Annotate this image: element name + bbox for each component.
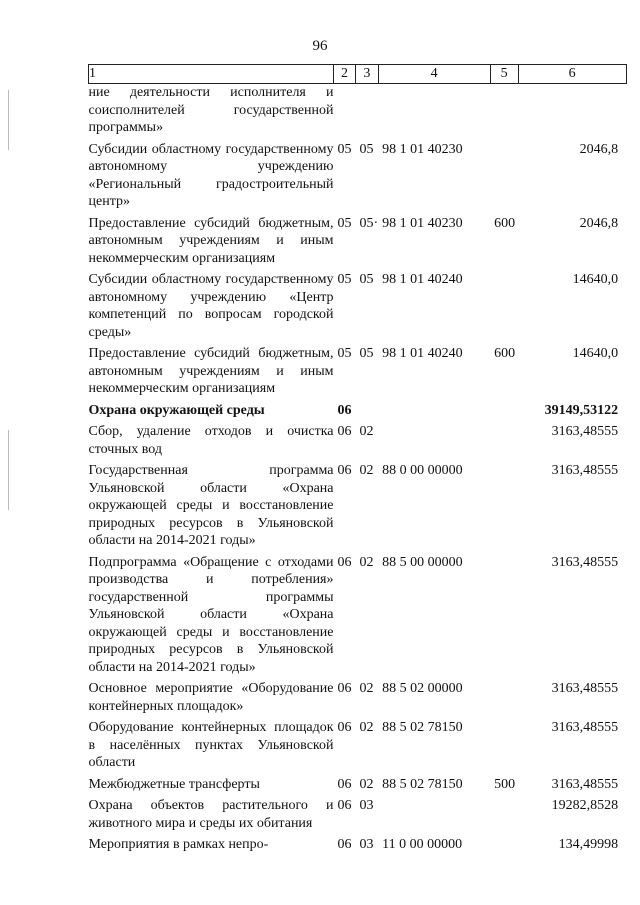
table-row: [89, 419, 627, 458]
table-row: [89, 832, 627, 854]
row-section: 06: [337, 424, 352, 439]
row-amount: 3163,48555: [551, 554, 619, 570]
table-row: [89, 267, 627, 341]
row-name: Сбор, удаление отходов и очистка сточных вод: [88, 424, 334, 457]
row-subsection: 05: [359, 141, 374, 157]
row-amount: 3163,48555: [551, 424, 619, 439]
row-name: Основное мероприятие «Оборудование контейнерных площадок»: [88, 681, 334, 714]
row-target-code: 98 1 01 40230: [382, 141, 463, 157]
row-target-code: [378, 84, 490, 137]
table-row: [89, 341, 627, 398]
row-expense-type: [490, 832, 518, 854]
row-name: Межбюджетные трансферты: [88, 776, 260, 792]
row-section: 05: [337, 346, 352, 361]
row-subsection: 03: [359, 837, 374, 852]
row-subsection: 02: [359, 424, 374, 439]
row-section: 06: [337, 402, 352, 418]
row-expense-type: [490, 676, 518, 715]
row-expense-type: [490, 793, 518, 832]
row-expense-type: [490, 419, 518, 458]
row-amount: 39149,53122: [544, 402, 619, 418]
table-header-row: [89, 65, 627, 84]
budget-table: [88, 64, 627, 854]
table-row: [89, 715, 627, 772]
row-section: 05: [337, 272, 352, 287]
row-subsection: 02: [359, 720, 374, 735]
header-col-expense-type: 5: [490, 65, 518, 84]
row-name: ние деятельности исполнителя и соисполнителей государственной программы»: [88, 85, 334, 135]
row-section: 06: [337, 798, 352, 813]
row-amount: 2046,8: [579, 141, 619, 157]
row-subsection: 02: [359, 554, 374, 570]
row-name: Предоставление субсидий бюджетным, автономным учреждениям и иным некоммерческим организациям: [88, 346, 334, 396]
row-subsection: 02: [359, 776, 374, 792]
row-target-code: 11 0 00 00000: [382, 837, 463, 852]
row-target-code: 98 1 01 40240: [382, 272, 463, 287]
table-row: [89, 793, 627, 832]
row-target-code: [378, 419, 490, 458]
table-row: [89, 550, 627, 677]
row-name: Мероприятия в рамках непро-: [88, 837, 269, 852]
row-subsection: 02: [359, 681, 374, 696]
table-row: [89, 772, 627, 794]
table-row: [89, 676, 627, 715]
row-expense-type: [490, 458, 518, 550]
scan-edge-mark: [8, 90, 9, 150]
row-expense-type: [490, 550, 518, 677]
header-col-section: 2: [334, 65, 356, 84]
row-subsection: 02: [359, 463, 374, 478]
row-expense-type: [490, 137, 518, 211]
row-name: Оборудование контейнерных площадок в населённых пунктах Ульяновской области: [88, 720, 334, 770]
row-amount: 19282,8528: [551, 798, 619, 813]
row-expense-type: 600: [494, 346, 516, 361]
row-target-code: 88 5 00 00000: [382, 554, 463, 570]
row-section: 06: [337, 837, 352, 852]
row-target-code: [378, 398, 490, 420]
table-row: [89, 398, 627, 420]
table-row: [89, 84, 627, 137]
row-target-code: 88 0 00 00000: [382, 463, 463, 478]
row-expense-type: 500: [494, 776, 516, 792]
row-subsection: [356, 398, 379, 420]
row-expense-type: 600: [494, 215, 516, 231]
row-subsection: 05: [359, 346, 374, 361]
row-amount: 3163,48555: [551, 720, 619, 735]
row-amount: [518, 84, 626, 137]
row-expense-type: [490, 715, 518, 772]
row-amount: 14640,0: [572, 272, 619, 287]
row-expense-type: [490, 398, 518, 420]
header-col-name: 1: [89, 65, 334, 84]
row-subsection: 05·: [359, 215, 379, 231]
row-name: Предоставление субсидий бюджетным, автономным учреждениям и иным некоммерческим организациям: [88, 215, 334, 266]
row-subsection: 05: [359, 272, 374, 287]
row-amount: 3163,48555: [551, 681, 619, 696]
row-section: 06: [337, 720, 352, 735]
row-section: 05: [337, 215, 352, 231]
header-col-subsection: 3: [356, 65, 379, 84]
row-name: Охрана окружающей среды: [88, 402, 265, 418]
row-section: 06: [337, 776, 352, 792]
scan-edge-mark: [8, 430, 9, 510]
row-expense-type: [490, 84, 518, 137]
row-name: Государственная программа Ульяновской области «Охрана окружающей среды и восстановление природных ресурсов в Ульяновской области на 2014-2021 годы»: [88, 463, 334, 548]
row-target-code: 88 5 02 78150: [382, 776, 463, 792]
row-target-code: 88 5 02 78150: [382, 720, 463, 735]
row-subsection: 03: [359, 798, 374, 813]
row-target-code: [378, 793, 490, 832]
row-expense-type: [490, 267, 518, 341]
table-row: [89, 458, 627, 550]
row-amount: 134,49998: [558, 837, 619, 852]
row-amount: 14640,0: [572, 346, 619, 361]
page-number: 96: [312, 38, 328, 54]
row-target-code: 98 1 01 40230: [382, 215, 463, 231]
table-row: [89, 137, 627, 211]
row-name: Охрана объектов растительного и животного мира и среды их обитания: [88, 798, 334, 831]
row-name: Подпрограмма «Обращение с отходами производства и потребления» государственной программы Ульяновской области «Охрана окружающей среды и восстановление природных ресурсов в Ульяновской области на 2014-2021 годы»: [88, 554, 334, 675]
row-target-code: 98 1 01 40240: [382, 346, 463, 361]
row-name: Субсидии областному государственному автономному учреждению «Региональный градостроительный центр»: [88, 141, 334, 209]
row-section: 06: [337, 681, 352, 696]
row-section: 06: [337, 554, 352, 570]
row-section: 05: [337, 141, 352, 157]
header-col-amount: 6: [518, 65, 626, 84]
row-amount: 3163,48555: [551, 463, 619, 478]
row-name: Субсидии областному государственному автономному учреждению «Центр компетенций по вопросам городской среды»: [88, 272, 334, 340]
row-subsection: [356, 84, 379, 137]
row-target-code: 88 5 02 00000: [382, 681, 463, 696]
table-row: [89, 211, 627, 268]
header-col-target-code: 4: [378, 65, 490, 84]
row-section: [334, 84, 356, 137]
row-section: 06: [337, 463, 352, 478]
row-amount: 3163,48555: [551, 776, 619, 792]
row-amount: 2046,8: [579, 215, 619, 231]
